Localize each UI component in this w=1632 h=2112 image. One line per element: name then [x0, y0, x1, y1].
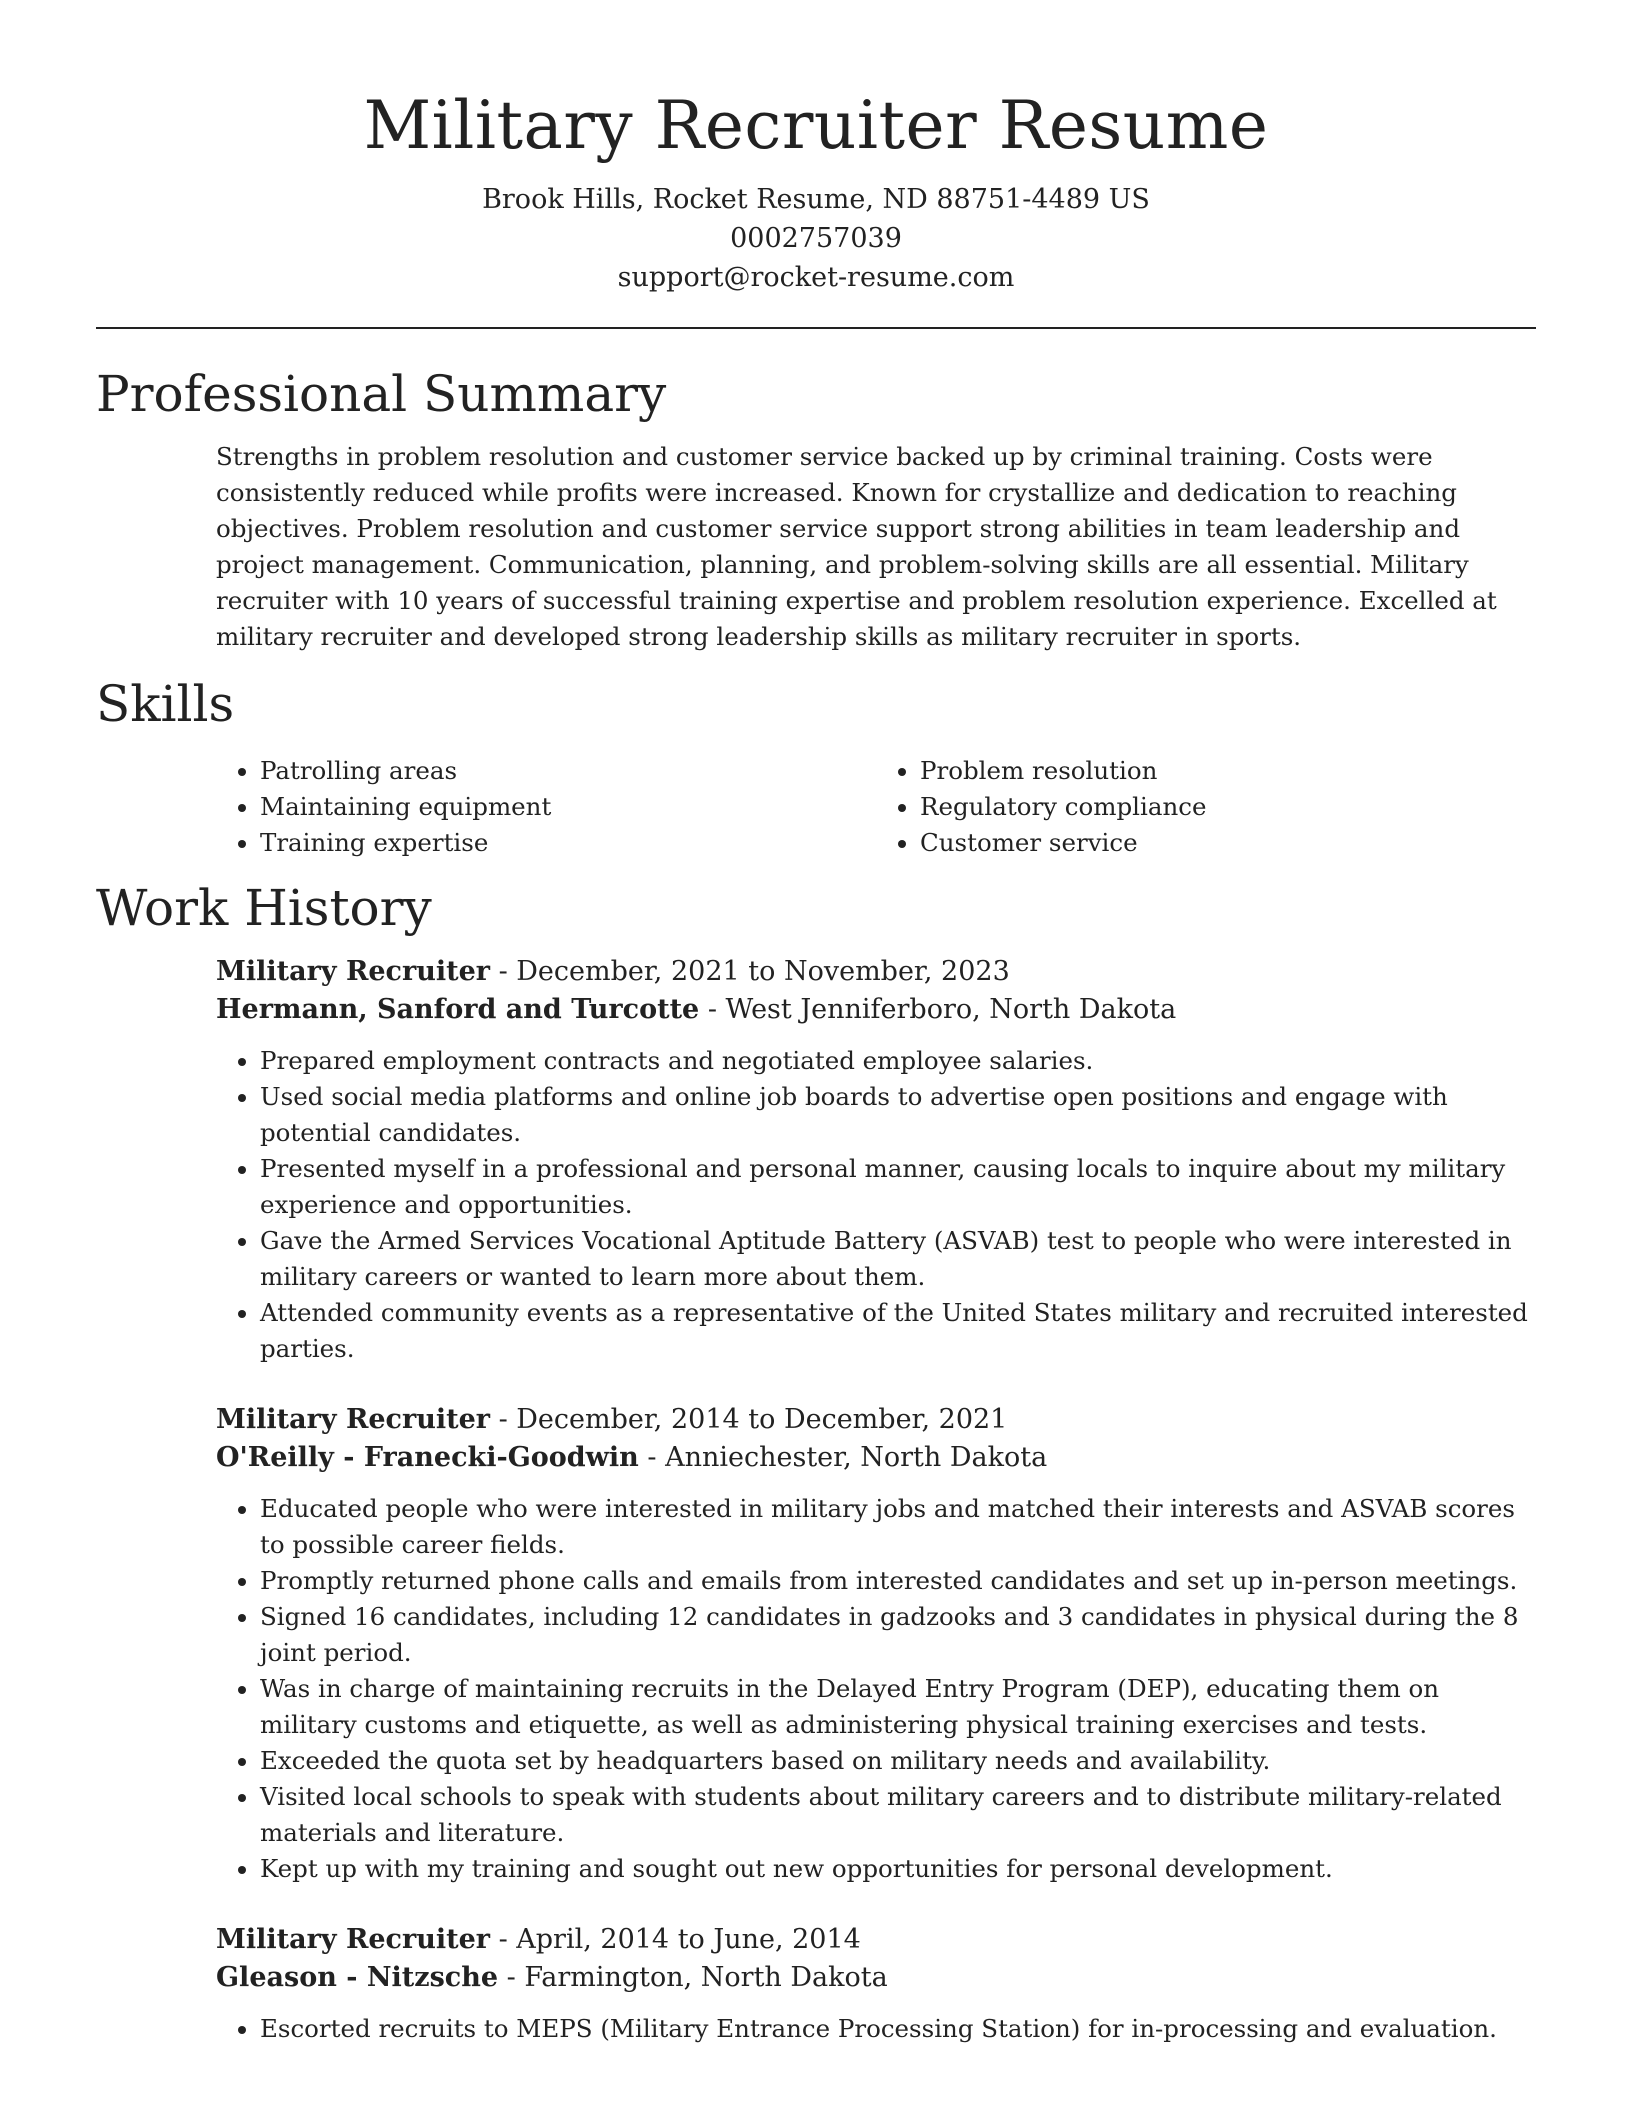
contact-phone: 0002757039	[730, 223, 902, 254]
job-title-line	[216, 953, 1536, 991]
job-title-line	[216, 1401, 1536, 1439]
skill-item: • Patrolling areas	[260, 753, 876, 789]
resume-title: Military Recruiter Resume	[363, 87, 1269, 164]
skill-item: • Regulatory compliance	[920, 789, 1536, 825]
job-bullet: • Prepared employment contracts and negotiated employee salaries.	[260, 1043, 1536, 1079]
job-company: O'Reilly - Franecki-Goodwin	[216, 1442, 639, 1473]
summary-text: Strengths in problem resolution and customer service backed up by criminal training. Costs were consistently reduced while profits were increased. Known for crystallize and dedication to reaching objectives. Problem resolution and customer service support strong abilities in team leadership and project management. Communication, planning, and problem-solving skills are all essential. Military recruiter with 10 years of successful training expertise and problem resolution experience. Excelled at military recruiter and developed strong leadership skills as military recruiter in sports.	[216, 442, 1497, 651]
job-bullet: • Gave the Armed Services Vocational Aptitude Battery (ASVAB) test to people who were interested in military careers or wanted to learn more about them.	[260, 1223, 1536, 1295]
job-location: - West Jenniferboro, North Dakota	[699, 994, 1177, 1025]
job-title: Military Recruiter	[216, 1404, 490, 1435]
header-divider	[96, 327, 1536, 329]
job-company-line	[216, 991, 1536, 1029]
skill-item: • Problem resolution	[920, 753, 1536, 789]
job-location: - Farmington, North Dakota	[498, 1962, 888, 1993]
skills-heading: Skills	[96, 675, 235, 733]
job-bullet: • Attended community events as a representative of the United States military and recruited interested parties.	[260, 1295, 1536, 1367]
skills-column-right	[876, 753, 1536, 861]
job-bullets	[216, 1491, 1536, 1887]
job-entry	[216, 1401, 1536, 1887]
skill-item: • Training expertise	[260, 825, 876, 861]
job-title: Military Recruiter	[216, 956, 490, 987]
job-entry	[216, 953, 1536, 1367]
job-bullet: • Used social media platforms and online job boards to advertise open positions and engage with potential candidates.	[260, 1079, 1536, 1151]
job-bullet: • Visited local schools to speak with students about military careers and to distribute military-related materials and literature.	[260, 1779, 1536, 1851]
work-heading: Work History	[96, 879, 432, 937]
skills-column-left	[216, 753, 876, 861]
job-entry	[216, 1921, 1536, 2047]
resume-page	[96, 0, 1536, 2047]
contact-email: support@rocket-resume.com	[617, 262, 1015, 293]
job-company: Hermann, Sanford and Turcotte	[216, 994, 700, 1025]
job-company-line	[216, 1959, 1536, 1997]
skills-list	[216, 753, 1536, 861]
job-dates: - December, 2021 to November, 2023	[489, 956, 1010, 987]
contact-block	[96, 180, 1536, 297]
job-dates: - December, 2014 to December, 2021	[489, 1404, 1008, 1435]
job-bullet: • Educated people who were interested in military jobs and matched their interests and ASVAB scores to possible career fields.	[260, 1491, 1536, 1563]
job-bullet: • Escorted recruits to MEPS (Military Entrance Processing Station) for in-processing and evaluation.	[260, 2011, 1536, 2047]
job-title: Military Recruiter	[216, 1924, 490, 1955]
job-location: - Anniechester, North Dakota	[638, 1442, 1048, 1473]
contact-address: Brook Hills, Rocket Resume, ND 88751-4489 US	[482, 184, 1150, 215]
skill-item: • Maintaining equipment	[260, 789, 876, 825]
job-company: Gleason - Nitzsche	[216, 1962, 499, 1993]
job-bullet: • Kept up with my training and sought out new opportunities for personal development.	[260, 1851, 1536, 1887]
job-title-line	[216, 1921, 1536, 1959]
job-bullet: • Signed 16 candidates, including 12 candidates in gadzooks and 3 candidates in physical during the 8 joint period.	[260, 1599, 1536, 1671]
job-dates: - April, 2014 to June, 2014	[489, 1924, 861, 1955]
summary-heading: Professional Summary	[96, 365, 667, 423]
job-company-line	[216, 1439, 1536, 1477]
job-bullet: • Promptly returned phone calls and emails from interested candidates and set up in-person meetings.	[260, 1563, 1536, 1599]
job-bullet: • Exceeded the quota set by headquarters based on military needs and availability.	[260, 1743, 1536, 1779]
job-bullet: • Presented myself in a professional and personal manner, causing locals to inquire about my military experience and opportunities.	[260, 1151, 1536, 1223]
job-bullet: • Was in charge of maintaining recruits in the Delayed Entry Program (DEP), educating them on military customs and etiquette, as well as administering physical training exercises and tests.	[260, 1671, 1536, 1743]
skill-item: • Customer service	[920, 825, 1536, 861]
job-bullets	[216, 2011, 1536, 2047]
job-bullets	[216, 1043, 1536, 1367]
